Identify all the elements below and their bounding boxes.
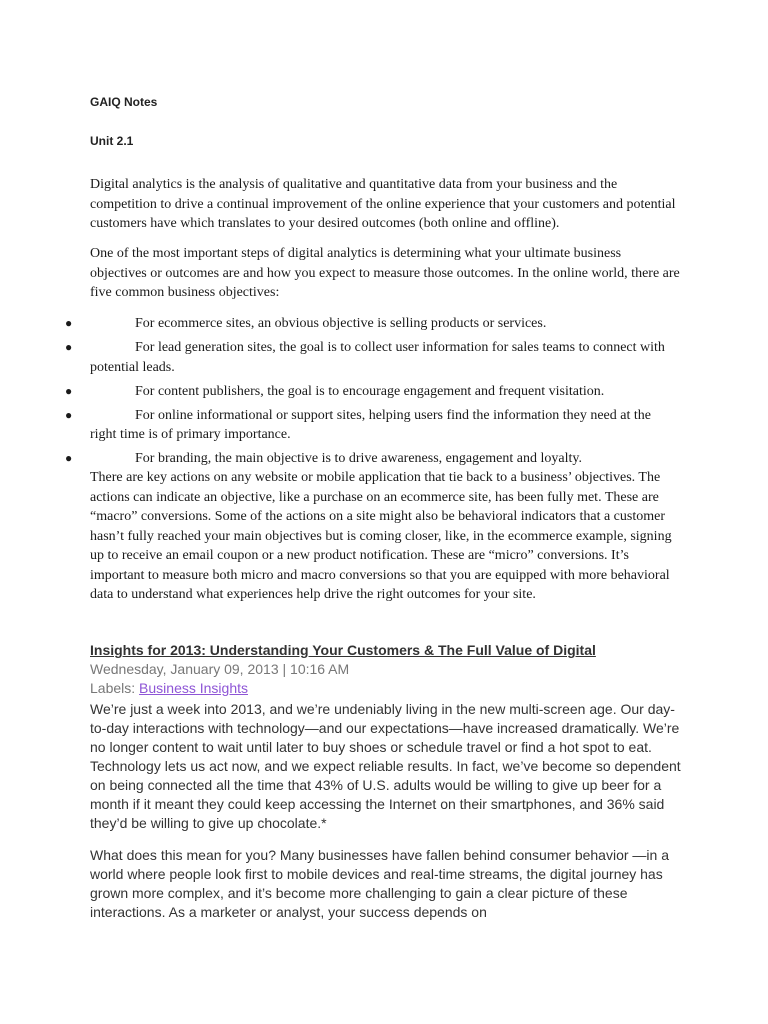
post-labels [90, 680, 248, 696]
list-item-text: For lead generation sites, the goal is to collect user information for sales teams to connect with potential leads. [90, 340, 665, 375]
intro-paragraph: Digital analytics is the analysis of qualitative and quantitative data from your business and the competition to drive a continual improvement of the online experience that your customers and potential customers have which translates to your desired outcomes (both online and offline). [90, 177, 676, 231]
list-item [65, 338, 680, 377]
list-item-text: For branding, the main objective is to drive awareness, engagement and loyalty. [135, 451, 582, 466]
bullet-icon: ● [65, 451, 73, 465]
bullet-icon: ● [65, 316, 73, 330]
bullet-icon: ● [65, 340, 73, 354]
objectives-list [65, 314, 680, 473]
bullet-icon: ● [65, 407, 73, 422]
list-item-text: For content publishers, the goal is to encourage engagement and frequent visitation. [135, 383, 605, 399]
list-item-text: For online informational or support sites, helping users find the information they need at the right time is of primary importance. [90, 407, 651, 442]
bullet-icon: ● [65, 383, 73, 398]
list-item [65, 314, 680, 334]
post-paragraph: What does this mean for you? Many businesses have fallen behind consumer behavior —in a world where people look first to mobile devices and real-time streams, the digital journey has grown more complex, and it’s become more challenging to gain a clear picture of these interactions. As a marketer or analyst, your success depends on [90, 847, 669, 920]
list-item [65, 449, 680, 469]
list-item [65, 382, 680, 402]
post-paragraph: We’re just a week into 2013, and we’re undeniably living in the new multi-screen age. Our day-to-day interactions with technology—and our expectations—have increased dramatically. We’re no longer content to wait until later to buy shoes or schedule travel or find a hot spot to eat. Technology lets us act now, and we expect reliable results. In fact, we’ve become so dependent on being connected all the time that 43% of U.S. adults would be willing to give up beer for a month if it meant they could keep accessing the Internet on their smartphones, and 36% said they’d be willing to give up chocolate.* [90, 701, 681, 831]
unit-heading: Unit 2.1 [90, 134, 134, 148]
objectives-paragraph: One of the most important steps of digital analytics is determining what your ultimate business objectives or outcomes are and how you expect to measure those outcomes. In the online world, there are five common business objectives: [90, 246, 680, 300]
list-item [65, 406, 680, 445]
label-link-business-insights[interactable]: Business Insights [139, 680, 248, 696]
document-title: GAIQ Notes [90, 95, 158, 109]
post-title-link[interactable]: Insights for 2013: Understanding Your Customers & The Full Value of Digital [90, 642, 596, 658]
list-item-text: For ecommerce sites, an obvious objective is selling products or services. [135, 316, 547, 331]
labels-prefix: Labels: [90, 680, 140, 696]
conversions-paragraph: There are key actions on any website or mobile application that tie back to a business’ objectives. The actions can indicate an objective, like a purchase on an ecommerce site, has been fully met. These are “macro” conversions. Some of the actions on a site might also be behavioral indicators that a customer hasn’t fully reached your main objectives but is coming closer, like, in the ecommerce example, signing up to receive an email coupon or a new product notification. These are “micro” conversions. It’s important to measure both micro and macro conversions so that you are equipped with more behavioral data to understand what experiences help drive the right outcomes for your site. [90, 470, 672, 602]
post-date: Wednesday, January 09, 2013 | 10:16 AM [90, 661, 350, 677]
